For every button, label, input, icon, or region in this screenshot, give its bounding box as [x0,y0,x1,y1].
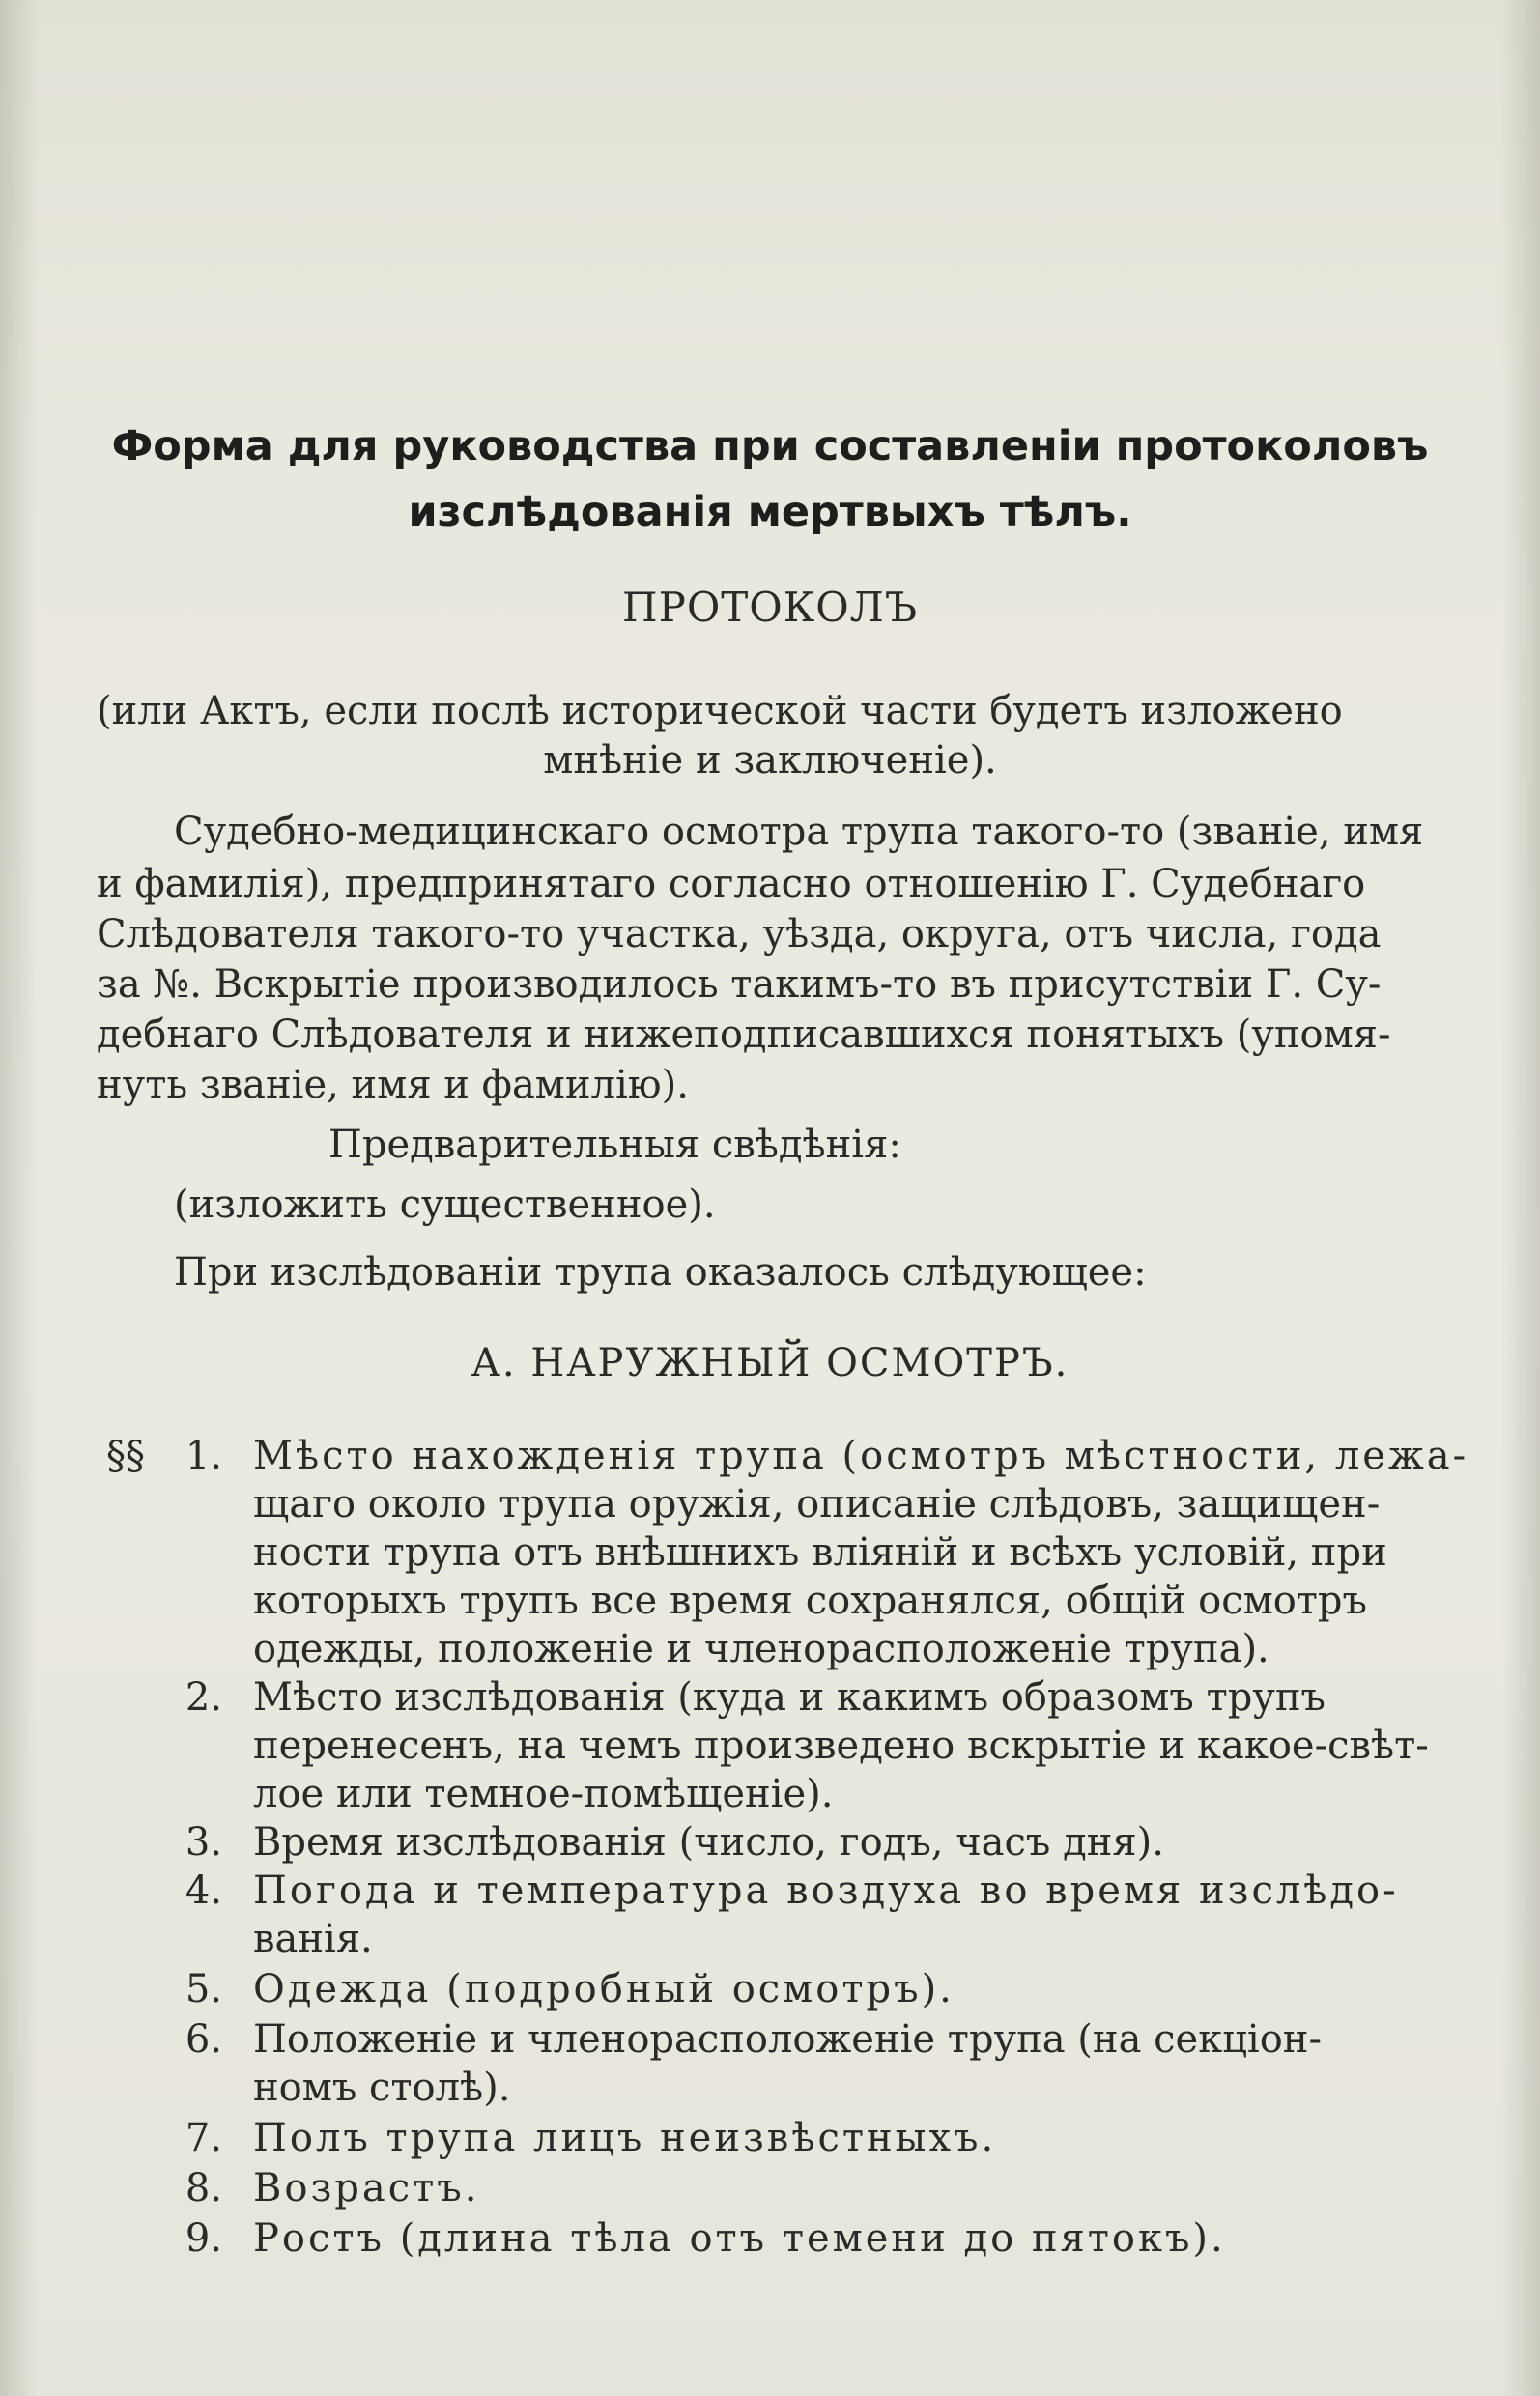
item-number: 2. [185,1675,222,1720]
item-number: 5. [185,1967,222,2011]
intro-line-5: дебнаго Слѣдователя и нижеподписавшихся понятыхъ (упомя- [97,1013,1391,1057]
page-heading-line-2: изслѣдованія мертвыхъ тѣлъ. [408,488,1132,536]
intro-line-4: за №. Вскрытіе производилось такимъ-то въ присутствіи Г. Су- [97,962,1382,1007]
item-line: Возрастъ. [253,2166,480,2211]
subtitle-line-1: (или Актъ, если послѣ исторической части будетъ изложено [97,689,1343,733]
item-line: Мѣсто нахожденія трупа (осмотръ мѣстности, лежа- [253,1434,1469,1478]
item-line: одежды, положеніе и членорасположеніе трупа). [253,1627,1269,1671]
item-line: номъ столѣ). [253,2066,511,2110]
item-line: Время изслѣдованія (число, годъ, часъ дня). [253,1820,1164,1865]
item-number: 6. [185,2017,222,2062]
section-title: А. НАРУЖНЫЙ ОСМОТРЪ. [471,1341,1069,1385]
item-line: Одежда (подробный осмотръ). [253,1967,955,2011]
intro-line-2: и фамилія), предпринятаго согласно отношенію Г. Судебнаго [97,862,1366,906]
item-line: Погода и температура воздуха во время изслѣдо- [253,1868,1399,1913]
preliminary-note: (изложить существенное). [174,1183,716,1227]
preliminary-found: При изслѣдованіи трупа оказалось слѣдующее: [174,1250,1147,1295]
page-right-shadow [1501,0,1540,2396]
item-number: 1. [185,1434,222,1478]
item-line: Мѣсто изслѣдованія (куда и какимъ образомъ трупъ [253,1675,1326,1720]
item-number: 9. [185,2216,222,2261]
item-line: щаго около трупа оружія, описаніе слѣдовъ, защищен- [253,1482,1381,1526]
item-line: лое или темное-помѣщеніе). [253,1772,834,1816]
item-number: 8. [185,2166,222,2211]
page-left-shadow [0,0,39,2396]
item-line: Положеніе и членорасположеніе трупа (на секціон- [253,2017,1322,2062]
item-line: которыхъ трупъ все время сохранялся, общій осмотръ [253,1579,1367,1623]
item-line: Ростъ (длина тѣла отъ темени до пятокъ). [253,2216,1226,2261]
intro-line-3: Слѣдователя такого-то участка, уѣзда, округа, отъ числа, года [97,912,1382,956]
intro-line-6: нуть званіе, имя и фамилію). [97,1063,689,1107]
item-number: 7. [185,2116,222,2160]
item-line: ванія. [253,1917,373,1961]
subtitle-line-2: мнѣніе и заключеніе). [543,738,997,783]
item-number: 4. [185,1868,222,1913]
page-heading-line-1: Форма для руководства при составленіи протоколовъ [111,422,1429,471]
preliminary-title: Предварительныя свѣдѣнія: [328,1123,901,1167]
paragraph-sign: §§ [106,1434,145,1478]
protocol-title: ПРОТОКОЛЪ [621,584,919,631]
item-line: перенесенъ, на чемъ произведено вскрытіе и какое-свѣт- [253,1724,1429,1768]
item-line: Полъ трупа лицъ неизвѣстныхъ. [253,2116,997,2160]
item-number: 3. [185,1820,222,1865]
item-line: ности трупа отъ внѣшнихъ вліяній и всѣхъ условій, при [253,1530,1387,1575]
intro-line-1: Судебно-медицинскаго осмотра трупа такого-то (званіе, имя [174,810,1424,854]
